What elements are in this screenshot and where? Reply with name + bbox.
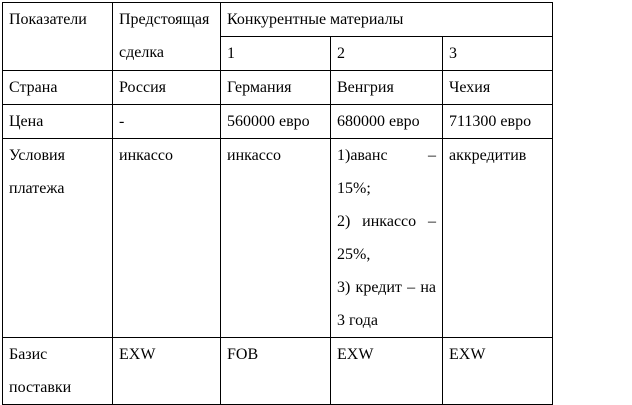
- delivery-c2: EXW: [331, 338, 443, 405]
- country-upcoming: Россия: [113, 71, 221, 105]
- header-competitor-2: 2: [331, 37, 443, 71]
- country-label: Страна: [3, 71, 113, 105]
- delivery-c1: FOB: [221, 338, 331, 405]
- header-competitor-3: 3: [443, 37, 553, 71]
- row-country: [3, 71, 553, 105]
- row-price: [3, 105, 553, 139]
- payment-c1: инкассо: [221, 139, 331, 338]
- delivery-label: Базис поставки: [3, 338, 113, 405]
- payment-c2: 1)аванс – 15%; 2) инкассо – 25%, 3) кредит – на 3 года: [331, 139, 443, 338]
- country-c2: Венгрия: [331, 71, 443, 105]
- payment-c3: аккредитив: [443, 139, 553, 338]
- header-upcoming-deal: Предстоящая сделка: [113, 3, 221, 71]
- payment-upcoming: инкассо: [113, 139, 221, 338]
- country-c3: Чехия: [443, 71, 553, 105]
- price-label: Цена: [3, 105, 113, 139]
- comparison-table: [2, 2, 553, 405]
- payment-label: Условия платежа: [3, 139, 113, 338]
- row-delivery: [3, 338, 553, 405]
- delivery-upcoming: EXW: [113, 338, 221, 405]
- header-indicators: Показатели: [3, 3, 113, 71]
- header-competitor-1: 1: [221, 37, 331, 71]
- price-c3: 711300 евро: [443, 105, 553, 139]
- delivery-c3: EXW: [443, 338, 553, 405]
- row-payment: [3, 139, 553, 338]
- price-upcoming: -: [113, 105, 221, 139]
- country-c1: Германия: [221, 71, 331, 105]
- header-competitors: Конкурентные материалы: [221, 3, 553, 37]
- price-c1: 560000 евро: [221, 105, 331, 139]
- price-c2: 680000 евро: [331, 105, 443, 139]
